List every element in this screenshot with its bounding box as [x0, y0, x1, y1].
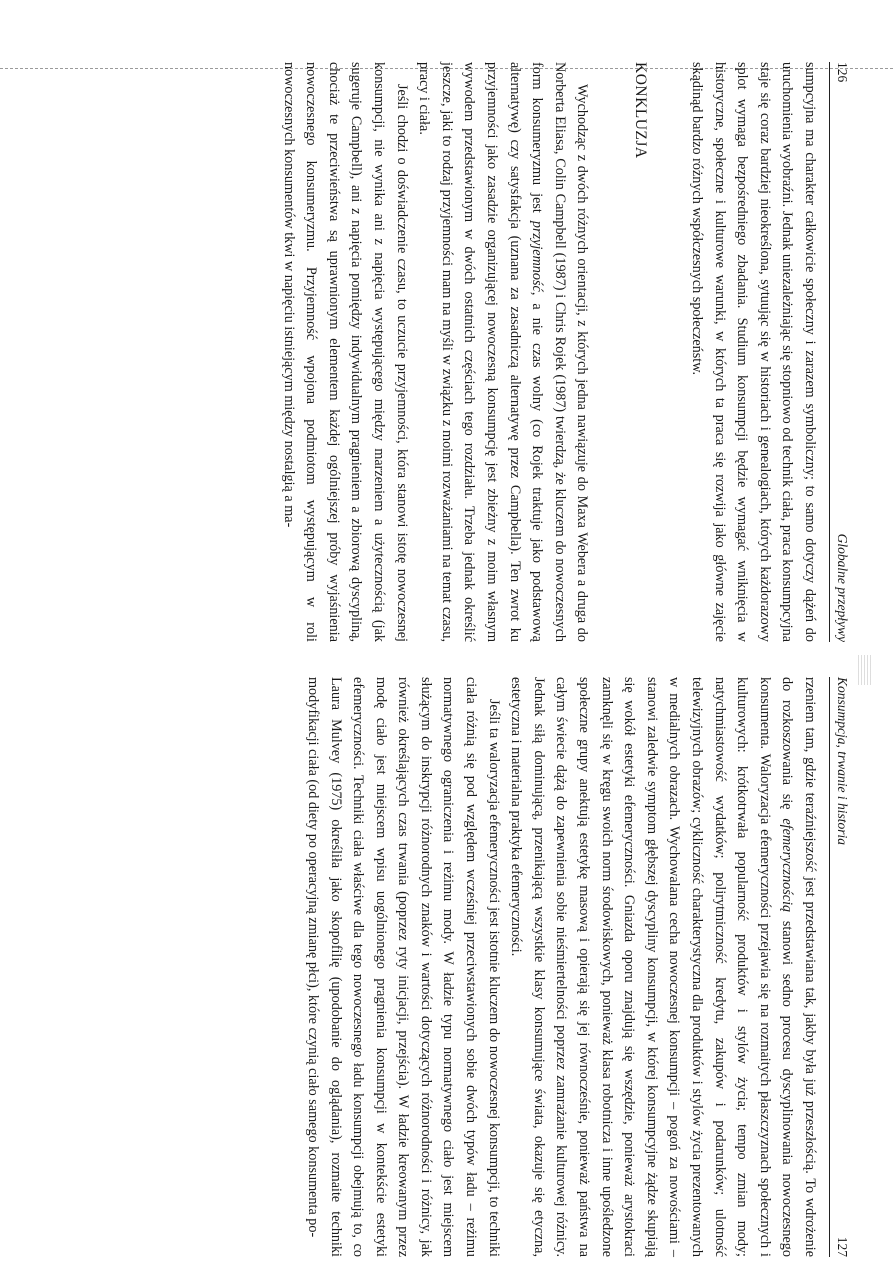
emphasized-term: efemerycznością [779, 818, 796, 913]
text-run: rzeniem tam, gdzie teraźniejszość jest przedstawiana tak, jakby była już przeszłością. To wdrożenie do rozkoszowania się [779, 677, 818, 1257]
text-run: Wychodząc z dwóch różnych orientacji, z których jedna nawiązuje do Maxa Webera a druga do Norberta Eliasa, Colin Campbell (1987) i Chris Rojek (1987) twierdzą, że kluczem do nowoczesnych form konsumeryzmu jest [529, 62, 591, 642]
page-body [277, 62, 829, 642]
emphasized-term: przyjemność [529, 220, 546, 292]
page-body [301, 677, 829, 1257]
running-head [829, 62, 852, 642]
body-paragraph [413, 62, 594, 642]
body-paragraph: sumpcyjna ma charakter całkowicie społeczny i zarazem symboliczny; to samo dotyczy dążeń do uruchomienia wyobraźni. Jednak uniezależniając się stopniowo od technik ciała, praca konsumpcyjna staje się coraz bardziej nieokreślona, sytuując się w historiach i genealogiach, których każdorazowy splot wymaga bezpośredniego zbadania. Studium konsumpcji będzie wymagać wniknięcia w historyczne, społeczne i kulturowe warunki, w których ta praca się rozwija jako główne zajęcie skądinąd bardzo różnych współczesnych społeczeństw. [689, 62, 818, 642]
text-run: stanowi sedno procesu dyscyplinowania nowoczesnego konsumenta. Waloryzacja efemeryczności przejawia się na rozmaitych płaszczyznach społecznych i kulturowych: krótkotrwała popularność produktów i stylów życia; tempo zmian mody; natychmiastowość wydatków; polirytmiczność kredytu, zakupów i podarunków; ulotność telewizyjnych obrazów; cykliczność charakterystyczna dla produktów i stylów życia prezentowanych w medialnych obrazach. Wychowalana cecha nowoczesnej konsumpcji – pogoń za nowościami – stanowi zaledwie symptom głębszej dyscypliny konsumpcji, w której konsumpcyjne żądze skupiają się wokół estetyki efemeryczności. Gniazda oporu znajdują się wszędzie, ponieważ arystokraci zamknęli się w kręgu swoich norm środowiskowych, ponieważ klasa robotnicza i inne upośledzone społeczne grupy anektują estetykę masową i opierają się jej równocześnie, ponieważ państwa na całym świecie dążą do zapewnienia sobie nieśmiertelności poprzez zamrażanie kulturowej różnicy. Jednak siłą dominującą, przenikającą wszystkie klasy konsumujące świata, okazuje się etyczna, estetyczna i materialna praktyka efemeryczności. [508, 677, 796, 1257]
body-paragraph [505, 677, 821, 1257]
scan-binding-artifact [858, 655, 872, 685]
section-heading: KONKLUZJA [632, 62, 650, 159]
running-title: Konsumpcja, trwanie i historia [835, 677, 850, 846]
page-126 [72, 62, 852, 642]
running-head [829, 677, 852, 1257]
text-run: , a nie czas wolny (co Rojek traktuje jako podstawową alternatywę) czy satysfakcja (uznana za zasadniczą alternatywę przez Campbella). Ten zwrot ku przyjemności jako zasadzie organizującej nowoczesną konsumpcję jest zbieżny z moim własnym wywodem przedstawionym w dwóch ostatnich częściach tego rozdziału. Trzeba jednak określić jeszcze, jaki to rodzaj przyjemności mam na myśli w związku z moimi rozważaniami na temat czasu, pracy i ciała. [416, 62, 546, 642]
page-127 [72, 677, 852, 1257]
page-number: 126 [835, 62, 850, 83]
body-paragraph: Jeśli chodzi o doświadczenie czasu, to uczucie przyjemności, która stanowi istotę nowoczesnej konsumpcji, nie wynika ani z napięcia występującego między marzeniem a użytecznością (jak sugeruje Campbell), ani z napięcia pomiędzy indywidualnym pragnieniem a zbiorową dyscypliną, chociaż te przeciwieństwa są uprawnionym elementem każdej ogólniejszej próby wyjaśnienia nowoczesnego konsumeryzmu. Przyjemność wpojona podmiotom występującym w roli nowoczesnych konsumentów tkwi w napięciu istniejącym między nostalgią a ma- [280, 62, 410, 642]
body-paragraph: Jeśli ta waloryzacja efemeryczności jest istotnie kluczem do nowoczesnej konsumpcji, to techniki ciała różnią się pod względem wcześniej przeciwstawionych sobie dwóch typów ładu – reżimu normatywnego ograniczenia i reżimu mody. W ładzie typu normatywnego ciało jest miejscem służącym do inskrypcji różnorodnych znaków i wartości dotyczących różnorodności i różnicy, jak również określających czas trwania (poprzez ryty inicjacji, przejścia). W ładzie kreowanym przez modę ciało jest miejscem wpisu uogólnionego pragnienia konsumpcji w kontekście estetyki efemeryczności. Techniki ciała właściwe dla tego nowoczesnego ładu konsumpcji obejmują to, co Laura Mulvey (1975) określiła jako skopofilię (upodobanie do oglądania), rozmaite techniki modyfikacji ciała (od diety po operacyjną zmianę płci), które czynią ciało samego konsumenta po- [304, 677, 502, 1257]
page-number: 127 [835, 1236, 850, 1257]
running-title: Globalne przepływy [835, 533, 850, 642]
